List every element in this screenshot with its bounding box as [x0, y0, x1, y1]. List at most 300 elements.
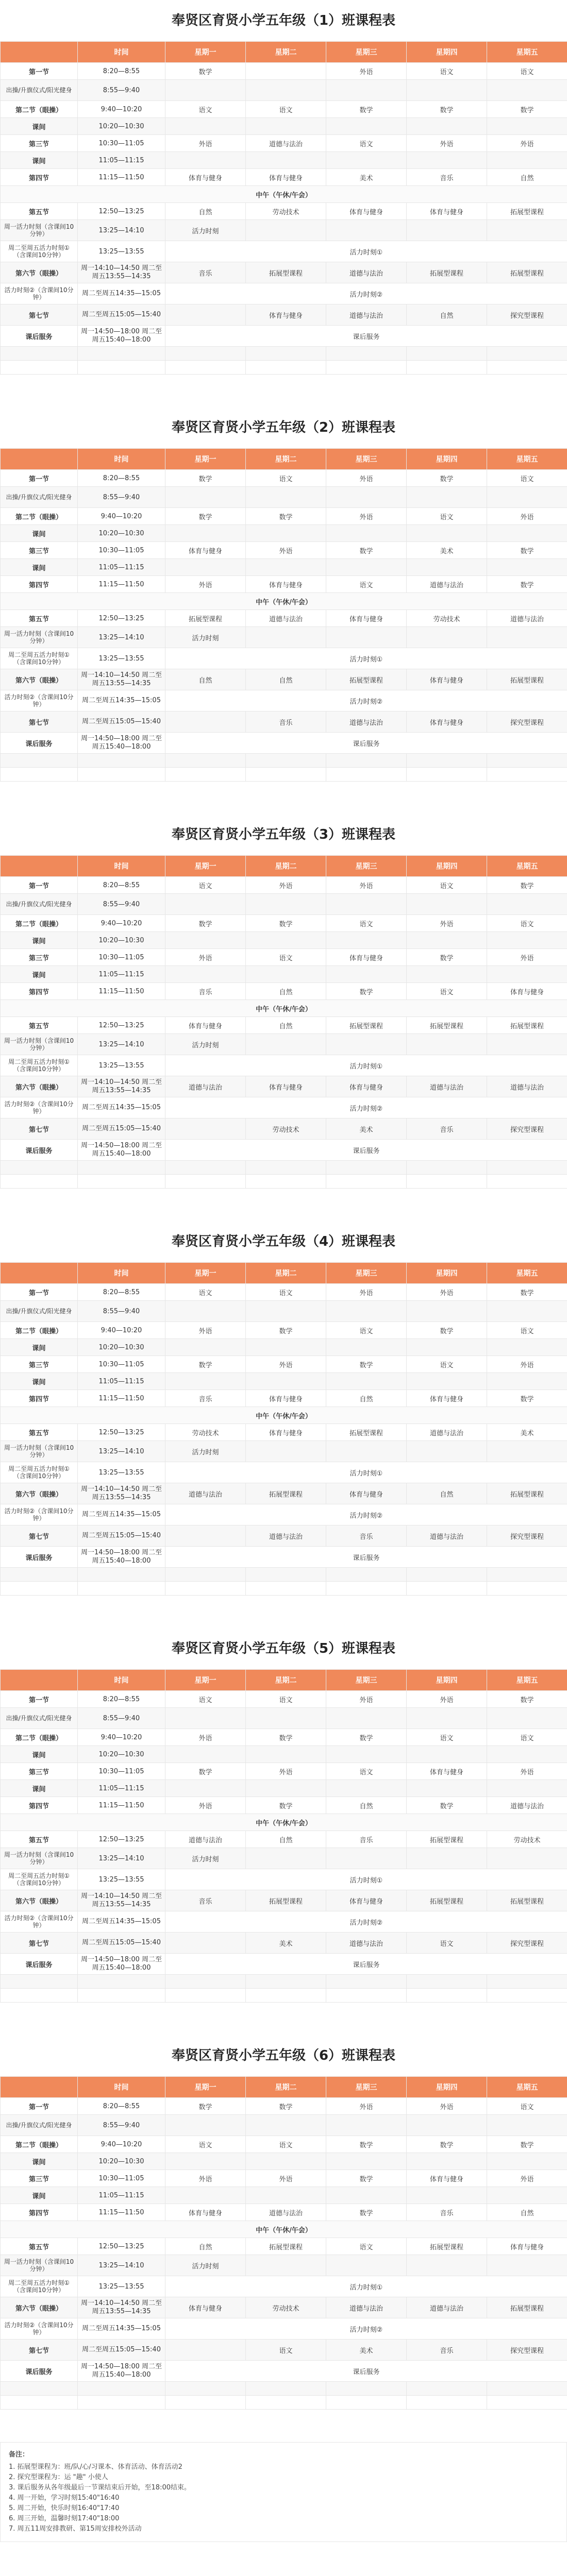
period-label: 课后服务	[1, 2361, 78, 2382]
subject-cell	[165, 1301, 246, 1322]
timetable-title: 奉贤区育贤小学五年级（2）班课程表	[171, 420, 396, 435]
subject-cell	[407, 1339, 487, 1356]
period-time: 周一14:50—18:00 周二至周五15:40—18:00	[78, 1140, 165, 1161]
blank-cell	[487, 754, 567, 768]
subject-cell: 道德与法治	[165, 1831, 246, 1848]
period-time: 周二至周五14:35—15:05	[78, 283, 165, 304]
schedule-row	[1, 711, 567, 733]
subject-cell: 美术	[326, 169, 407, 186]
schedule-row	[1, 2318, 567, 2340]
subject-cell: 劳动技术	[487, 1831, 567, 1848]
blank-cell	[407, 754, 487, 768]
column-header: 星期四	[407, 856, 487, 877]
blank-cell	[165, 347, 246, 361]
subject-cell: 拓展型课程	[487, 1483, 567, 1504]
subject-cell: 道德与法治	[407, 576, 487, 593]
period-label: 第六节（眼操）	[1, 1890, 78, 1911]
subject-cell	[326, 1441, 407, 1462]
column-header: 星期五	[487, 2077, 567, 2098]
period-label: 第七节	[1, 711, 78, 733]
subject-cell: 外语	[165, 949, 246, 966]
schedule-row	[1, 949, 567, 966]
schedule-row	[1, 2221, 567, 2238]
subject-cell: 美术	[407, 542, 487, 559]
subject-cell: 体育与健身	[487, 983, 567, 1000]
subject-cell: 语文	[326, 915, 407, 932]
subject-cell: 道德与法治	[407, 1526, 487, 1547]
period-label: 第一节	[1, 1284, 78, 1301]
period-time: 周二至周五14:35—15:05	[78, 1504, 165, 1526]
period-time: 周一14:50—18:00 周二至周五15:40—18:00	[78, 2361, 165, 2382]
schedule-row	[1, 1407, 567, 1424]
column-header: 星期二	[246, 2077, 326, 2098]
subject-cell: 自然	[487, 2204, 567, 2221]
period-label: 第四节	[1, 1390, 78, 1407]
period-time: 8:20—8:55	[78, 877, 165, 894]
subject-cell	[407, 1780, 487, 1797]
subject-cell	[326, 1746, 407, 1763]
blank-cell	[165, 754, 246, 768]
period-time: 10:20—10:30	[78, 1746, 165, 1763]
subject-cell: 拓展型课程	[246, 1890, 326, 1911]
subject-cell: 拓展型课程	[246, 262, 326, 283]
merged-activity: 活力时刻②	[165, 2318, 567, 2340]
period-label: 第三节	[1, 542, 78, 559]
subject-cell: 拓展型课程	[487, 262, 567, 283]
subject-cell: 美术	[487, 1424, 567, 1441]
blank-cell	[165, 1975, 246, 1989]
timetable-title: 奉贤区育贤小学五年级（3）班课程表	[171, 827, 396, 842]
period-label: 第六节（眼操）	[1, 2297, 78, 2318]
subject-cell: 劳动技术	[246, 1118, 326, 1140]
column-header: 星期一	[165, 1670, 246, 1691]
blank-cell	[246, 347, 326, 361]
column-header: 星期四	[407, 42, 487, 63]
subject-cell: 数学	[487, 1390, 567, 1407]
subject-cell	[407, 2153, 487, 2170]
subject-cell: 自然	[326, 1797, 407, 1814]
period-label: 周二至周五活力时刻①（含课间10分钟）	[1, 241, 78, 262]
schedule-row	[1, 241, 567, 262]
blank-cell	[78, 1568, 165, 1582]
subject-cell: 外语	[407, 1284, 487, 1301]
blank-cell	[246, 1582, 326, 1596]
timetable	[0, 1628, 567, 2035]
blank-cell	[78, 1582, 165, 1596]
period-label: 周一活力时刻（含课间10分钟）	[1, 627, 78, 648]
schedule-row	[1, 1869, 567, 1890]
subject-cell: 语文	[246, 1284, 326, 1301]
subject-cell: 拓展型课程	[246, 1483, 326, 1504]
subject-cell: 音乐	[407, 1118, 487, 1140]
blank-cell	[1, 2382, 78, 2396]
column-header: 星期一	[165, 449, 246, 470]
subject-cell	[487, 487, 567, 508]
period-label: 课后服务	[1, 1954, 78, 1975]
schedule-row	[1, 304, 567, 326]
blank-cell	[165, 1582, 246, 1596]
period-time: 9:40—10:20	[78, 915, 165, 932]
period-time: 周一14:10—14:50 周二至周五13:55—14:35	[78, 669, 165, 690]
blank-cell	[326, 1175, 407, 1189]
subject-cell: 道德与法治	[246, 610, 326, 627]
subject-cell: 语文	[326, 1763, 407, 1780]
period-label: 课后服务	[1, 1140, 78, 1161]
period-time: 13:25—13:55	[78, 2276, 165, 2297]
blank-cell	[246, 768, 326, 782]
subject-cell	[326, 1780, 407, 1797]
schedule-row	[1, 1373, 567, 1390]
column-header: 星期一	[165, 856, 246, 877]
blank-cell	[326, 1161, 407, 1175]
timetable	[0, 2035, 567, 2442]
header-row	[1, 1670, 567, 1691]
subject-cell: 语文	[487, 1322, 567, 1339]
subject-cell: 道德与法治	[246, 135, 326, 152]
subject-cell: 拓展型课程	[487, 1890, 567, 1911]
period-label: 第七节	[1, 1933, 78, 1954]
period-time: 周一14:50—18:00 周二至周五15:40—18:00	[78, 1547, 165, 1568]
period-time: 周二至周五15:05—15:40	[78, 711, 165, 733]
schedule-row	[1, 2204, 567, 2221]
period-label: 出操/升旗仪式/阳光健身	[1, 1301, 78, 1322]
schedule-row	[1, 542, 567, 559]
subject-cell	[487, 2255, 567, 2276]
period-label: 第七节	[1, 2340, 78, 2361]
subject-cell: 外语	[326, 508, 407, 525]
subject-cell	[487, 966, 567, 983]
schedule-row	[1, 1691, 567, 1708]
period-time: 周二至周五14:35—15:05	[78, 1911, 165, 1933]
subject-cell	[326, 80, 407, 101]
subject-cell	[165, 487, 246, 508]
blank-cell	[78, 2396, 165, 2410]
period-label: 第五节	[1, 1831, 78, 1848]
schedule-row	[1, 610, 567, 627]
blank-cell	[1, 2396, 78, 2410]
period-label: 第三节	[1, 949, 78, 966]
blank-cell	[487, 1175, 567, 1189]
schedule-row	[1, 1118, 567, 1140]
subject-cell: 数学	[246, 1797, 326, 1814]
subject-cell: 道德与法治	[487, 1076, 567, 1097]
subject-cell: 数学	[246, 1322, 326, 1339]
schedule-row	[1, 1504, 567, 1526]
blank-cell	[1, 1175, 78, 1189]
note-line: 2. 探究型课程为：运 "趣" 小使人	[9, 2473, 108, 2481]
subject-cell	[165, 1708, 246, 1729]
subject-cell: 美术	[326, 1118, 407, 1140]
blank-cell	[246, 1989, 326, 2003]
period-label: 第六节（眼操）	[1, 669, 78, 690]
noon-break: 中午（午休/午会）	[1, 1407, 567, 1424]
blank-cell	[165, 2396, 246, 2410]
period-label: 课间	[1, 932, 78, 949]
period-time: 8:55—9:40	[78, 1708, 165, 1729]
subject-cell	[326, 627, 407, 648]
subject-cell	[487, 2187, 567, 2204]
subject-cell: 体育与健身	[246, 169, 326, 186]
merged-activity: 课后服务	[165, 1140, 567, 1161]
note-line: 5. 周二开始，快乐时刻16:40"17:40	[9, 2504, 120, 2512]
subject-cell	[165, 711, 246, 733]
subject-cell: 语文	[165, 1284, 246, 1301]
schedule-row	[1, 80, 567, 101]
period-time: 8:55—9:40	[78, 80, 165, 101]
schedule-row	[1, 283, 567, 304]
subject-cell	[326, 487, 407, 508]
subject-cell: 音乐	[165, 983, 246, 1000]
blank-cell	[326, 361, 407, 375]
subject-cell	[487, 2115, 567, 2136]
column-header: 时间	[78, 1670, 165, 1691]
subject-cell	[487, 152, 567, 169]
subject-cell	[165, 80, 246, 101]
subject-cell: 语文	[246, 1691, 326, 1708]
subject-cell	[165, 118, 246, 135]
subject-cell: 语文	[407, 1933, 487, 1954]
subject-cell: 音乐	[407, 2204, 487, 2221]
column-header: 星期二	[246, 42, 326, 63]
subject-cell: 道德与法治	[487, 1797, 567, 1814]
timetable	[0, 0, 567, 407]
noon-break: 中午（午休/午会）	[1, 186, 567, 203]
header-row	[1, 2077, 567, 2098]
period-label: 第二节（眼操）	[1, 1322, 78, 1339]
subject-cell: 数学	[246, 915, 326, 932]
period-time: 周二至周五15:05—15:40	[78, 304, 165, 326]
period-label: 周一活力时刻（含课间10分钟）	[1, 1034, 78, 1055]
subject-cell: 语文	[165, 1691, 246, 1708]
period-time: 10:20—10:30	[78, 1339, 165, 1356]
schedule-row	[1, 135, 567, 152]
schedule-row	[1, 2238, 567, 2255]
subject-cell	[407, 1708, 487, 1729]
subject-cell: 道德与法治	[326, 711, 407, 733]
schedule-row	[1, 487, 567, 508]
period-time: 10:20—10:30	[78, 932, 165, 949]
schedule-table	[0, 855, 567, 1189]
period-time: 11:15—11:50	[78, 1390, 165, 1407]
period-time: 12:50—13:25	[78, 610, 165, 627]
schedule-row	[1, 1933, 567, 1954]
subject-cell	[165, 1526, 246, 1547]
column-header: 时间	[78, 2077, 165, 2098]
period-label: 活力时刻②（含课间10分钟）	[1, 2318, 78, 2340]
subject-cell	[407, 525, 487, 542]
period-label: 课间	[1, 2153, 78, 2170]
period-time: 周二至周五15:05—15:40	[78, 1526, 165, 1547]
blank-cell	[326, 754, 407, 768]
period-label: 周二至周五活力时刻①（含课间10分钟）	[1, 2276, 78, 2297]
subject-cell	[326, 2187, 407, 2204]
subject-cell	[246, 1848, 326, 1869]
schedule-row	[1, 1462, 567, 1483]
blank-cell	[78, 2382, 165, 2396]
blank-cell	[246, 1161, 326, 1175]
subject-cell: 语文	[487, 470, 567, 487]
subject-cell: 语文	[407, 508, 487, 525]
subject-cell	[407, 2187, 487, 2204]
period-label: 出操/升旗仪式/阳光健身	[1, 80, 78, 101]
blank-cell	[407, 1582, 487, 1596]
period-time: 10:30—11:05	[78, 1763, 165, 1780]
schedule-row	[1, 2098, 567, 2115]
subject-cell: 数学	[246, 1729, 326, 1746]
schedule-row	[1, 1547, 567, 1568]
subject-cell	[246, 1301, 326, 1322]
subject-cell: 数学	[326, 2204, 407, 2221]
period-label: 第三节	[1, 2170, 78, 2187]
period-time: 10:30—11:05	[78, 1356, 165, 1373]
blank-cell	[407, 768, 487, 782]
subject-cell: 拓展型课程	[326, 669, 407, 690]
schedule-row	[1, 733, 567, 754]
blank-cell	[246, 2396, 326, 2410]
schedule-row	[1, 1780, 567, 1797]
period-time: 周一14:50—18:00 周二至周五15:40—18:00	[78, 1954, 165, 1975]
subject-cell: 数学	[407, 470, 487, 487]
subject-cell: 道德与法治	[487, 610, 567, 627]
schedule-row	[1, 669, 567, 690]
subject-cell: 道德与法治	[326, 304, 407, 326]
subject-cell	[326, 2115, 407, 2136]
subject-cell: 体育与健身	[246, 576, 326, 593]
column-header: 星期五	[487, 42, 567, 63]
schedule-row	[1, 627, 567, 648]
subject-cell: 语文	[246, 2340, 326, 2361]
schedule-row	[1, 1000, 567, 1017]
subject-cell: 道德与法治	[326, 262, 407, 283]
subject-cell: 音乐	[326, 1831, 407, 1848]
period-label: 第一节	[1, 877, 78, 894]
blank-cell	[326, 1582, 407, 1596]
period-time: 8:55—9:40	[78, 1301, 165, 1322]
period-time: 13:25—14:10	[78, 1848, 165, 1869]
subject-cell	[165, 1780, 246, 1797]
timetable-title: 奉贤区育贤小学五年级（6）班课程表	[171, 2048, 396, 2063]
subject-cell: 自然	[246, 1831, 326, 1848]
blank-cell	[1, 754, 78, 768]
schedule-row	[1, 1708, 567, 1729]
period-label: 出操/升旗仪式/阳光健身	[1, 1708, 78, 1729]
period-label: 第四节	[1, 169, 78, 186]
period-time: 11:05—11:15	[78, 559, 165, 576]
subject-cell	[165, 2187, 246, 2204]
subject-cell	[487, 894, 567, 915]
subject-cell	[487, 118, 567, 135]
period-time: 11:15—11:50	[78, 169, 165, 186]
subject-cell: 体育与健身	[165, 169, 246, 186]
subject-cell: 探究型课程	[487, 1118, 567, 1140]
subject-cell	[165, 1373, 246, 1390]
subject-cell	[165, 1118, 246, 1140]
subject-cell	[165, 1339, 246, 1356]
blank-cell	[487, 2396, 567, 2410]
subject-cell: 外语	[487, 135, 567, 152]
column-header: 星期三	[326, 1670, 407, 1691]
blank-cell	[78, 1175, 165, 1189]
column-header	[1, 42, 78, 63]
subject-cell	[165, 932, 246, 949]
subject-cell	[326, 2153, 407, 2170]
period-time: 13:25—14:10	[78, 1441, 165, 1462]
period-time: 8:55—9:40	[78, 894, 165, 915]
period-label: 第七节	[1, 1526, 78, 1547]
subject-cell	[407, 487, 487, 508]
column-header: 星期三	[326, 2077, 407, 2098]
period-time: 11:05—11:15	[78, 1780, 165, 1797]
blank-row	[1, 1161, 567, 1175]
subject-cell: 道德与法治	[246, 2204, 326, 2221]
schedule-row	[1, 2340, 567, 2361]
subject-cell: 自然	[326, 1390, 407, 1407]
period-label: 第二节（眼操）	[1, 915, 78, 932]
subject-cell: 数学	[487, 1284, 567, 1301]
blank-cell	[1, 347, 78, 361]
noon-break: 中午（午休/午会）	[1, 2221, 567, 2238]
subject-cell: 语文	[407, 63, 487, 80]
column-header: 时间	[78, 449, 165, 470]
schedule-row	[1, 2187, 567, 2204]
schedule-row	[1, 525, 567, 542]
subject-cell	[487, 1848, 567, 1869]
subject-cell: 数学	[165, 2098, 246, 2115]
subject-cell	[407, 220, 487, 241]
blank-row	[1, 2396, 567, 2410]
subject-cell: 体育与健身	[326, 610, 407, 627]
period-time: 10:20—10:30	[78, 2153, 165, 2170]
period-time: 13:25—13:55	[78, 1462, 165, 1483]
column-header	[1, 856, 78, 877]
column-header	[1, 2077, 78, 2098]
schedule-row	[1, 576, 567, 593]
blank-cell	[407, 347, 487, 361]
subject-cell: 拓展型课程	[246, 2238, 326, 2255]
column-header: 星期四	[407, 1263, 487, 1284]
blank-cell	[1, 361, 78, 375]
period-label: 课后服务	[1, 733, 78, 754]
blank-cell	[165, 1989, 246, 2003]
column-header: 星期一	[165, 2077, 246, 2098]
period-label: 周一活力时刻（含课间10分钟）	[1, 1848, 78, 1869]
blank-cell	[1, 1568, 78, 1582]
subject-cell	[246, 1746, 326, 1763]
noon-break: 中午（午休/午会）	[1, 593, 567, 610]
period-time: 12:50—13:25	[78, 2238, 165, 2255]
period-time: 周二至周五14:35—15:05	[78, 2318, 165, 2340]
subject-cell	[326, 525, 407, 542]
period-time: 8:55—9:40	[78, 2115, 165, 2136]
subject-cell: 数学	[487, 576, 567, 593]
schedule-row	[1, 2255, 567, 2276]
subject-cell: 数学	[326, 1729, 407, 1746]
period-label: 课间	[1, 152, 78, 169]
subject-cell: 体育与健身	[326, 949, 407, 966]
period-label: 活力时刻②（含课间10分钟）	[1, 690, 78, 711]
schedule-row	[1, 1017, 567, 1034]
blank-cell	[487, 1582, 567, 1596]
subject-cell	[246, 1034, 326, 1055]
subject-cell: 数学	[326, 101, 407, 118]
subject-cell: 拓展型课程	[165, 610, 246, 627]
blank-cell	[165, 768, 246, 782]
merged-activity: 课后服务	[165, 1954, 567, 1975]
subject-cell: 音乐	[165, 1890, 246, 1911]
subject-cell: 数学	[326, 1356, 407, 1373]
subject-cell: 体育与健身	[407, 1763, 487, 1780]
period-label: 周一活力时刻（含课间10分钟）	[1, 1441, 78, 1462]
